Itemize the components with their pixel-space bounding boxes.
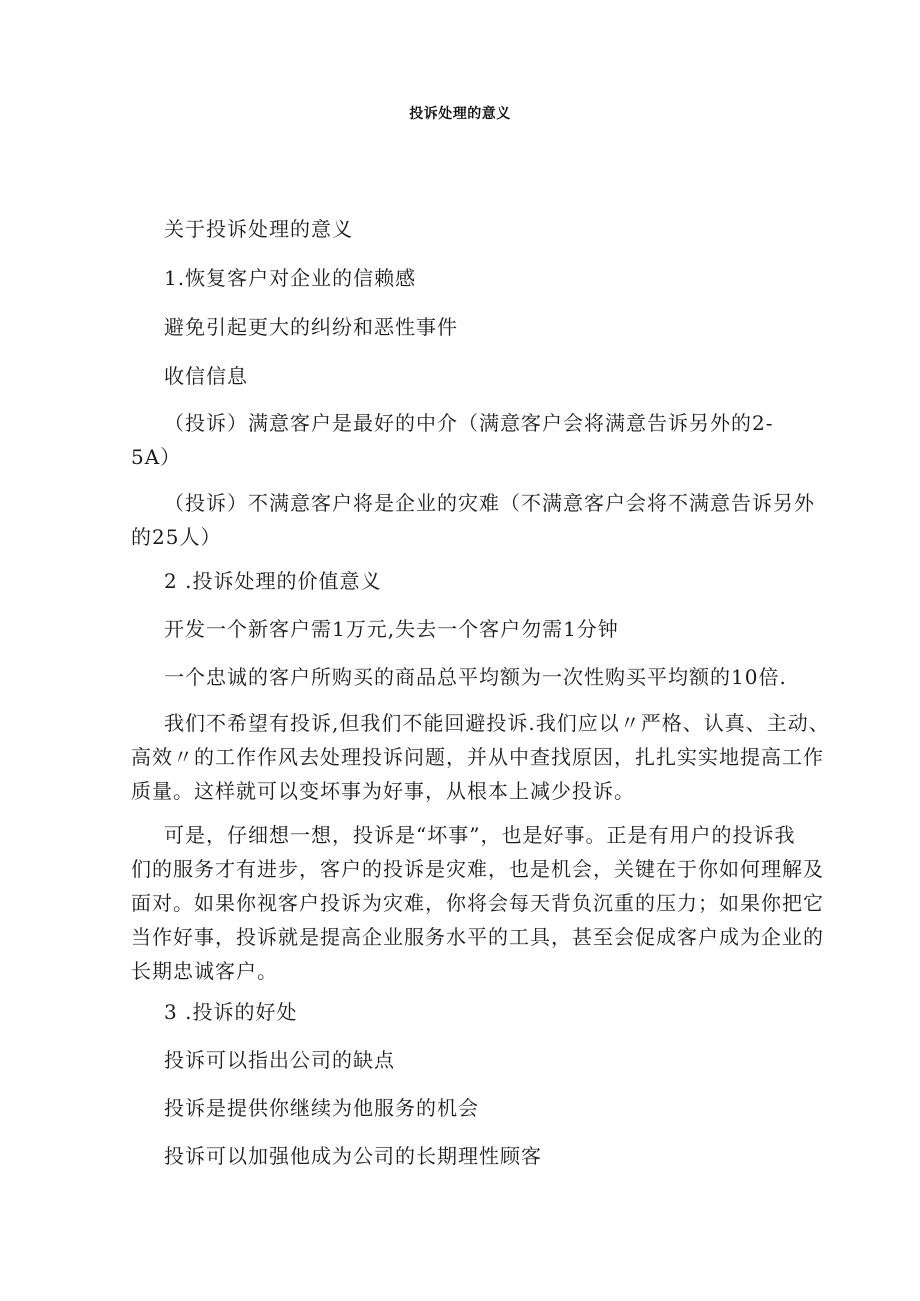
text-line: 开发一个新客户需1万元,失去一个客户勿需1分钟 [164, 617, 619, 641]
paragraph [131, 406, 796, 474]
section-1-heading [131, 261, 796, 295]
text-line: 1.恢复客户对企业的信赖感 [164, 266, 417, 290]
text-line: 一个忠诚的客户所购买的商品总平均额为一次性购买平均额的10倍. [164, 665, 787, 689]
text-line: 长期忠诚客户。 [131, 959, 278, 983]
text-line: （投诉）满意客户是最好的中介（满意客户会将满意告诉另外的2- [164, 411, 774, 435]
paragraph [131, 1139, 796, 1173]
text-line: 投诉可以指出公司的缺点 [164, 1048, 395, 1072]
text-line: （投诉）不满意客户将是企业的灾难（不满意客户会将不满意告诉另外 [164, 491, 815, 515]
text-line: 投诉是提供你继续为他服务的机会 [164, 1096, 479, 1120]
paragraph [131, 310, 796, 344]
section-3-heading [131, 995, 796, 1029]
paragraph [131, 1043, 796, 1077]
paragraph [131, 706, 830, 808]
text-line: 我们不希望有投诉,但我们不能回避投诉.我们应以〃严格、认真、主动、 [164, 711, 830, 735]
document-title: 投诉处理的意义 [409, 106, 511, 122]
text-line: 的25人） [131, 525, 222, 549]
section-2-heading [131, 564, 796, 598]
text-line: 高效〃的工作作风去处理投诉问题，并从中查找原因，扎扎实实地提高工作 [131, 745, 824, 769]
paragraph [131, 486, 815, 554]
text-line: 投诉可以加强他成为公司的长期理性顾客 [164, 1144, 542, 1168]
text-line: 2 .投诉处理的价值意义 [164, 569, 382, 593]
text-line: 面对。如果你视客户投诉为灾难，你将会每天背负沉重的压力；如果你把它 [131, 891, 824, 915]
text-line: 关于投诉处理的意义 [164, 217, 353, 241]
text-line: 3 .投诉的好处 [164, 1000, 298, 1024]
text-line: 避免引起更大的纠纷和恶性事件 [164, 315, 458, 339]
text-line: 收信信息 [164, 364, 248, 388]
paragraph [131, 359, 796, 393]
paragraph [131, 1091, 796, 1125]
paragraph-heading [131, 212, 796, 246]
paragraph [131, 660, 796, 694]
paragraph [131, 818, 824, 988]
text-line: 质量。这样就可以变坏事为好事，从根本上减少投诉。 [131, 779, 635, 803]
text-line: 可是，仔细想一想，投诉是“坏事”，也是好事。正是有用户的投诉我 [164, 823, 796, 847]
paragraph [131, 612, 796, 646]
text-line: 们的服务才有进步，客户的投诉是灾难，也是机会，关键在于你如何理解及 [131, 857, 824, 881]
text-line: 当作好事，投诉就是提高企业服务水平的工具，甚至会促成客户成为企业的 [131, 925, 824, 949]
text-line: 5A） [131, 445, 182, 469]
